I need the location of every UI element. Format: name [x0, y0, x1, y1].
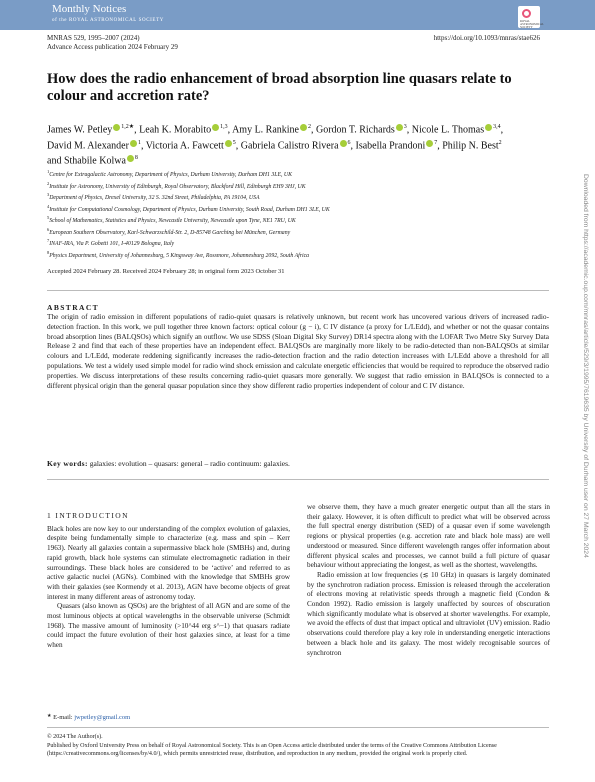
author-name: Leah K. Morabito: [139, 124, 212, 136]
orcid-icon[interactable]: [225, 140, 232, 147]
orcid-icon[interactable]: [130, 140, 137, 147]
intro-left-column: [47, 511, 290, 651]
intro-paragraph: Black holes are now key to our understanding of the complex evolution of galaxies, despite being fundamentally simple to characterize (e.g. mass and spin – Kerr 1963). Nearly all galaxies contain a supermassive black hole (SMBHs) and, during rapid growth, black hole systems can stimulate electromagnetic radiation in their surroundings. These black holes are considered to be ‘active’ and referred to as active galactic nuclei (AGNs). Combined with the knowledge that SMBHs grow with their galaxies (see Kormendy et al. 2013), AGN have become objects of great interest in many different areas of astronomy today.: [47, 524, 290, 601]
ras-logo: [518, 6, 544, 29]
affiliation-number: 6: [47, 226, 50, 232]
author-name: Gordon T. Richards: [316, 124, 395, 136]
license-text: Published by Oxford University Press on behalf of Royal Astronomical Society. This is an Open Access article distributed under the terms of the Creative Commons Attribution License (https://creativecommons.org/licenses/by/4.0/), which permits unrestricted reuse, distribution, and reproduction in any medium, provided the original work is properly cited.: [47, 742, 497, 758]
author-list: James W. Petley $^{1,2★}$, Leah K. Morabito $^{1,3}$, Amy L. Rankine $^2$, Gordon T. Richards $^3$, Nicole L. Thomas $^{3,4}$, David M. Alexander $^1$, Victoria A. Fawcett $^5$, Gabriela Calistro Rivera $^6$, Isabella Prandoni $^7$, Philip N. Best$^2$ and Sthabile Kolwa $^8$: [47, 124, 504, 167]
affiliation-text: Centre for Extragalactic Astronomy, Department of Physics, Durham University, Durham DH1 3LE, UK: [49, 171, 292, 178]
author-affiliation-marker: 1,3: [220, 124, 228, 130]
author-affiliation-marker: 3,4: [493, 124, 501, 130]
affiliation-number: 8: [47, 249, 50, 255]
affiliation-number: 3: [47, 192, 50, 198]
orcid-icon[interactable]: [127, 155, 134, 162]
intro-paragraph: Quasars (also known as QSOs) are the brightest of all AGN and are some of the most luminous objects at optical wavelengths in the observable universe (Schmidt 1968). The massive amount of luminosity (>10^44 erg s^−1) that quasars radiate could impact the future evolution of their host galaxies since, at least for a time when: [47, 602, 290, 650]
license-footer: [47, 733, 549, 759]
citation-block: [47, 34, 178, 52]
affiliation: [47, 203, 507, 215]
author-affiliation-marker: 1: [137, 139, 141, 146]
keywords-text: galaxies: evolution – quasars: general – radio continuum: galaxies.: [89, 459, 290, 468]
keywords: [47, 459, 549, 468]
email-link[interactable]: jwpetley@gmail.com: [74, 714, 131, 721]
orcid-icon[interactable]: [300, 124, 307, 131]
abstract-text: The origin of radio emission in different populations of radio-quiet quasars is relatively unknown, but recent work has uncovered various drivers of increased radio-detection fraction. In this work, we pull together three known factors: optical colour (g − i), C IV distance (a proxy for L/LEdd), and whether or not the quasar contains broad absorption lines (BALQSOs) which signify an outflow. We use SDSS (Sloan Digital Sky Survey) DR14 spectra along with the LOFAR Two Metre Sky Survey Data Release 2 and find that each of these properties have an independent effect. BALQSOs are marginally more likely to be radio-detected than non-BALQSOs at similar colours and L/LEdd, moderate reddening significantly increases the radio-detection fraction and the radio detection increases with L/LEdd above a threshold for all populations. We test a widely used simple model for radio wind shock emission and calculate energetic efficiencies that would be required to reproduce the observed radio properties. We discuss interpretations of these results concerning radio-quiet quasars more generally. We suggest that radio emission in BALQSOs is connected to a different physical origin than the general quasar population since they show different radio properties independent of colour and C IV distance.: [47, 312, 549, 390]
author-name: Victoria A. Fawcett: [145, 139, 224, 151]
author-affiliation-marker: 1,2★: [121, 124, 135, 130]
author-name: Gabriela Calistro Rivera: [240, 139, 339, 151]
divider: [47, 479, 549, 480]
affiliation: [47, 249, 507, 261]
affiliation: [47, 168, 507, 180]
affiliation: [47, 180, 507, 192]
affiliation-text: Physics Department, University of Johannesburg, 5 Kingsway Ave, Rossmore, Johannesburg 2092, South Africa: [49, 252, 310, 259]
author-name: James W. Petley: [47, 124, 113, 136]
intro-right-column: [307, 503, 550, 658]
affiliation-number: 1: [47, 169, 50, 174]
logo-text: ROYAL ASTRONOMICAL SOCIETY: [520, 19, 544, 29]
advance-access: Advance Access publication 2024 February 29: [47, 43, 178, 51]
author-affiliation-marker: 8: [134, 155, 138, 162]
author-affiliation-marker: 6: [347, 139, 351, 146]
author-name: Amy L. Rankine: [232, 124, 299, 136]
affiliation: [47, 191, 507, 203]
author-name: Sthabile Kolwa: [63, 155, 126, 167]
orcid-icon[interactable]: [396, 124, 403, 131]
affiliation-number: 5: [47, 215, 50, 221]
author-name: Philip N. Best: [442, 139, 499, 151]
journal-name: Monthly Notices: [52, 3, 127, 15]
download-note: Downloaded from https://academic.oup.com/mnras/article/529/3/1995/7619635 by University of Durham user on 27 March 2024: [582, 174, 589, 558]
author-affiliation-marker: 5: [232, 139, 236, 146]
affiliation: [47, 237, 507, 249]
affiliation-text: Institute for Computational Cosmology, Department of Physics, Durham University, South Road, Durham DH1 3LE, UK: [49, 206, 330, 213]
author-name: Isabella Prandoni: [355, 139, 426, 151]
orcid-icon[interactable]: [340, 140, 347, 147]
author-affiliation-marker: 7: [434, 139, 438, 146]
paper-title: How does the radio enhancement of broad absorption line quasars relate to colour and accretion rate?: [47, 71, 512, 104]
affiliation-text: School of Mathematics, Statistics and Physics, Newcastle University, Newcastle upon Tyne, NE1 7RU, UK: [49, 217, 296, 224]
affiliation-text: INAF-IRA, Via P. Gobetti 101, I-40129 Bologna, Italy: [49, 241, 175, 248]
logo-ring-icon: [522, 9, 531, 18]
keywords-label: Key words:: [47, 459, 88, 468]
download-watermark: [579, 174, 589, 606]
author-affiliation-marker: 2: [308, 124, 311, 130]
abstract-heading: ABSTRACT: [47, 303, 100, 312]
email-label: E-mail:: [53, 714, 73, 721]
affiliation: [47, 214, 507, 226]
accepted-line: Accepted 2024 February 28. Received 2024 February 28; in original form 2023 October 31: [47, 268, 285, 275]
star-symbol: ★: [47, 714, 52, 719]
orcid-icon[interactable]: [426, 140, 433, 147]
affiliation-number: 4: [47, 203, 50, 209]
copyright: © 2024 The Author(s).: [47, 734, 103, 740]
divider: [47, 290, 549, 291]
doi-link[interactable]: https://doi.org/10.1093/mnras/stae626: [433, 34, 540, 42]
affiliation-number: 7: [47, 238, 50, 244]
intro-paragraph: Radio emission at low frequencies (≲ 10 GHz) in quasars is largely dominated by the synchrotron radiation process. Emission is released through the acceleration of electrons moving at relativistic speeds through a magnetic field (Condon & Condon 1992). Radio emission is largely unaffected by sources of obscuration which significantly modulate what is observed at shorter wavelengths. For example, we avoid the effects of dust that impact optical and ultraviolet (UV) emission. Radio observations could therefore play a key role in understanding energetic interactions between a black hole and its galaxy. The most widely recognisable sources of synchrotron: [307, 570, 550, 657]
affiliation-text: Institute for Astronomy, University of Edinburgh, Royal Observatory, Blackford Hill, Edinburgh EH9 3HJ, UK: [49, 183, 306, 190]
affiliation-list: [47, 168, 507, 260]
journal-subtitle: of the ROYAL ASTRONOMICAL SOCIETY: [52, 18, 164, 23]
affiliation-number: 2: [47, 180, 50, 186]
citation: MNRAS 529, 1995–2007 (2024): [47, 34, 140, 42]
corresponding-email: [47, 713, 130, 721]
journal-banner: [0, 0, 595, 30]
intro-paragraph: we observe them, they have a much greater energetic output than all the stars in their galaxy. However, it is often difficult to predict what will be observed across the full spectral energy distribution (SED) of a quasar even if some wavelength regions or physical properties (e.g. accretion rate and black hole mass) are well understood or measured. Since different wavelength ranges offer information about different physical scales and processes, we cannot build a full picture of quasar behaviour without appreciating the longest, as well as the shortest, wavelengths.: [307, 503, 550, 570]
author-affiliation-marker: 2: [498, 139, 502, 146]
orcid-icon[interactable]: [485, 124, 492, 131]
affiliation-text: Department of Physics, Drexel University, 32 S. 32nd Street, Philadelphia, PA 19104, USA: [49, 194, 260, 201]
author-name: David M. Alexander: [47, 139, 129, 151]
author-affiliation-marker: 3: [403, 124, 407, 130]
orcid-icon[interactable]: [113, 124, 120, 131]
affiliation: [47, 226, 507, 238]
author-name: Nicole L. Thomas: [411, 124, 485, 136]
divider: [47, 727, 549, 728]
affiliation-text: European Southern Observatory, Karl-Schwarzschild-Str. 2, D-85748 Garching bei München, Germany: [49, 229, 291, 236]
section-heading: 1 INTRODUCTION: [47, 511, 129, 520]
orcid-icon[interactable]: [212, 124, 219, 131]
